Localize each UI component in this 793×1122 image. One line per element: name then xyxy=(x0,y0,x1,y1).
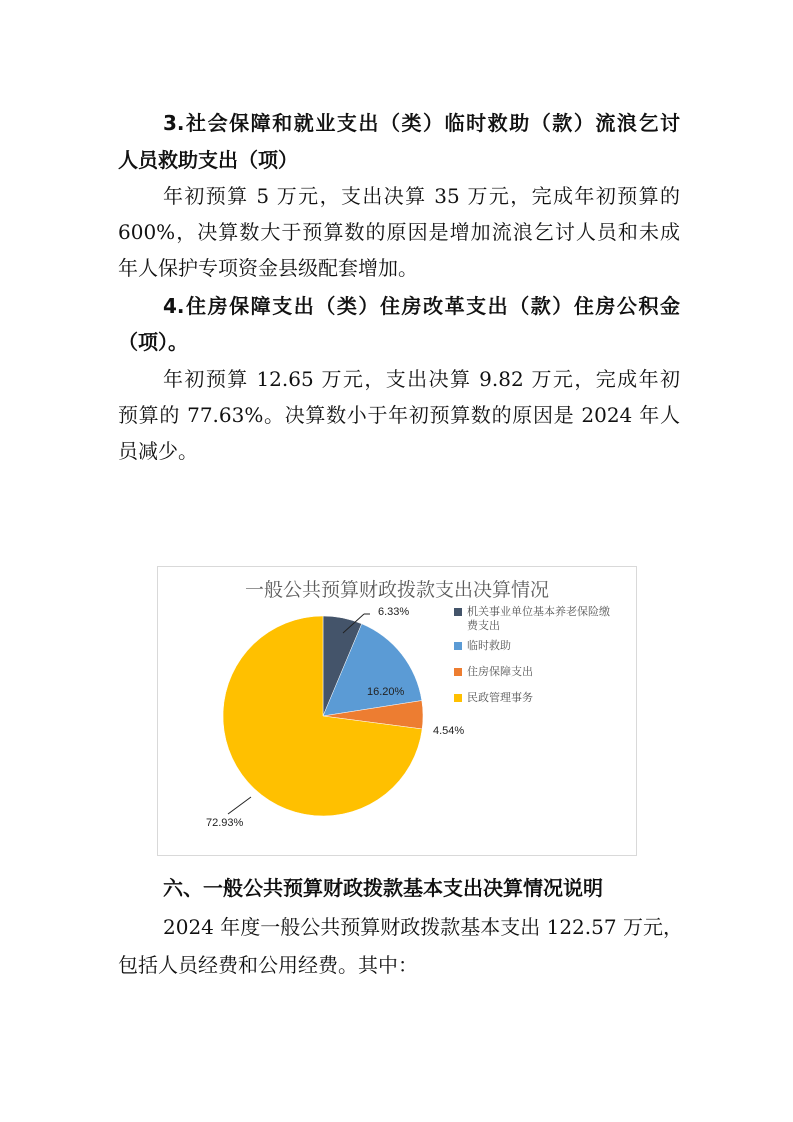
legend-item-4 xyxy=(467,691,629,705)
section-3-heading-line-1: 3.社会保障和就业支出（类）临时救助（款）流浪乞讨 xyxy=(163,111,680,135)
section-4-body-line-2: 预算的 77.63%。决算数小于年初预算数的原因是 2024 年人 xyxy=(118,403,680,427)
legend-swatch xyxy=(454,668,462,676)
data-label-3: 4.54% xyxy=(433,725,465,737)
legend-label: 临时救助 xyxy=(467,639,511,652)
data-label-4: 72.93% xyxy=(206,817,244,829)
section-4-body-line-3: 员减少。 xyxy=(118,439,198,463)
section-3-body-line-3: 年人保护专项资金县级配套增加。 xyxy=(118,256,418,280)
legend-item-2 xyxy=(467,639,629,653)
leader-line-4 xyxy=(228,797,251,814)
legend-item-1 xyxy=(467,605,629,633)
legend-item-3 xyxy=(467,665,629,679)
section-6-body-line-2: 包括人员经费和公用经费。其中： xyxy=(118,953,418,977)
section-3-heading-line-2: 人员救助支出（项） xyxy=(118,148,298,172)
legend-label: 住房保障支出 xyxy=(467,665,533,678)
section-3-body-line-2: 600%，决算数大于预算数的原因是增加流浪乞讨人员和未成 xyxy=(118,220,680,244)
chart-title: 一般公共预算财政拨款支出决算情况 xyxy=(244,579,549,601)
legend-label: 机关事业单位基本养老保险缴费支出 xyxy=(467,605,610,632)
data-label-2: 16.20% xyxy=(367,686,405,698)
section-6-body-line-1: 2024 年度一般公共预算财政拨款基本支出 122.57 万元， xyxy=(163,915,683,939)
section-4-heading-line-1: 4.住房保障支出（类）住房改革支出（款）住房公积金 xyxy=(163,294,680,318)
section-4-body-line-1: 年初预算 12.65 万元，支出决算 9.82 万元，完成年初 xyxy=(163,367,680,391)
section-6-heading: 六、一般公共预算财政拨款基本支出决算情况说明 xyxy=(163,876,603,900)
pie-chart xyxy=(157,566,637,856)
legend-swatch xyxy=(454,694,462,702)
data-label-1: 6.33% xyxy=(378,606,410,618)
legend-swatch xyxy=(454,642,462,650)
section-3-body-line-1: 年初预算 5 万元，支出决算 35 万元，完成年初预算的 xyxy=(163,184,680,208)
legend-label: 民政管理事务 xyxy=(467,691,533,704)
section-4-heading-line-2: （项）。 xyxy=(118,330,188,354)
legend-swatch xyxy=(454,608,462,616)
